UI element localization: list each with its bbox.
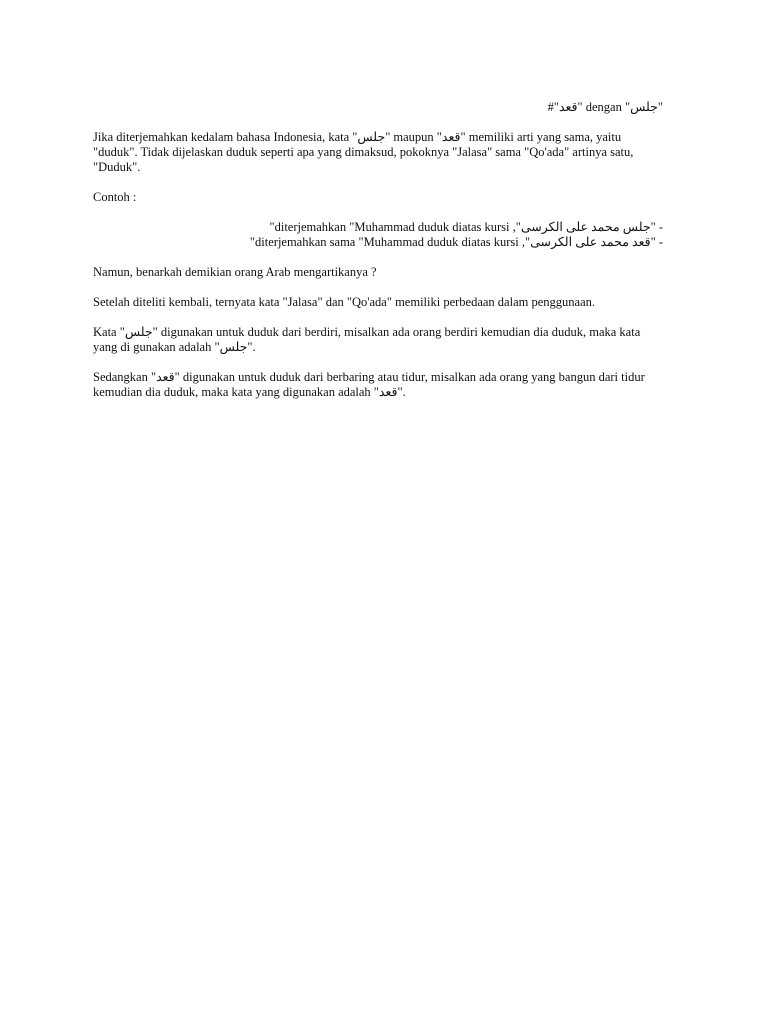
example-label: Contoh : [93, 190, 137, 204]
example-item-jalasa: - "جلس محمد على الكرسى", diterjemahkan "Muhammad duduk diatas kursi" [269, 220, 663, 234]
paragraph-question: Namun, benarkah demikian orang Arab mengartikanya ? [93, 265, 377, 279]
example-item-qoada: - "قعد محمد على الكرسى", diterjemahkan sama "Muhammad duduk diatas kursi" [249, 235, 663, 249]
paragraph-finding: Setelah diteliti kembali, ternyata kata "Jalasa" dan "Qo'ada" memiliki perbedaan dalam penggunaan. [93, 295, 595, 309]
document-heading: "جلس" dengan "قعد"# [547, 100, 663, 114]
paragraph-jalasa-usage: Kata "جلس" digunakan untuk duduk dari berdiri, misalkan ada orang berdiri kemudian dia duduk, maka kata yang di gunakan adalah "جلس". [93, 325, 641, 354]
document-body [93, 100, 663, 415]
paragraph-qoada-usage: Sedangkan "قعد" digunakan untuk duduk dari berbaring atau tidur, misalkan ada orang yang bangun dari tidur kemudian dia duduk, maka kata yang digunakan adalah "قعد". [93, 370, 645, 399]
paragraph-definition: Jika diterjemahkan kedalam bahasa Indonesia, kata "جلس" maupun "قعد" memiliki arti yang sama, yaitu "duduk". Tidak dijelaskan duduk seperti apa yang dimaksud, pokoknya "Jalasa" sama "Qo'ada" artinya satu, "Duduk". [93, 130, 634, 174]
